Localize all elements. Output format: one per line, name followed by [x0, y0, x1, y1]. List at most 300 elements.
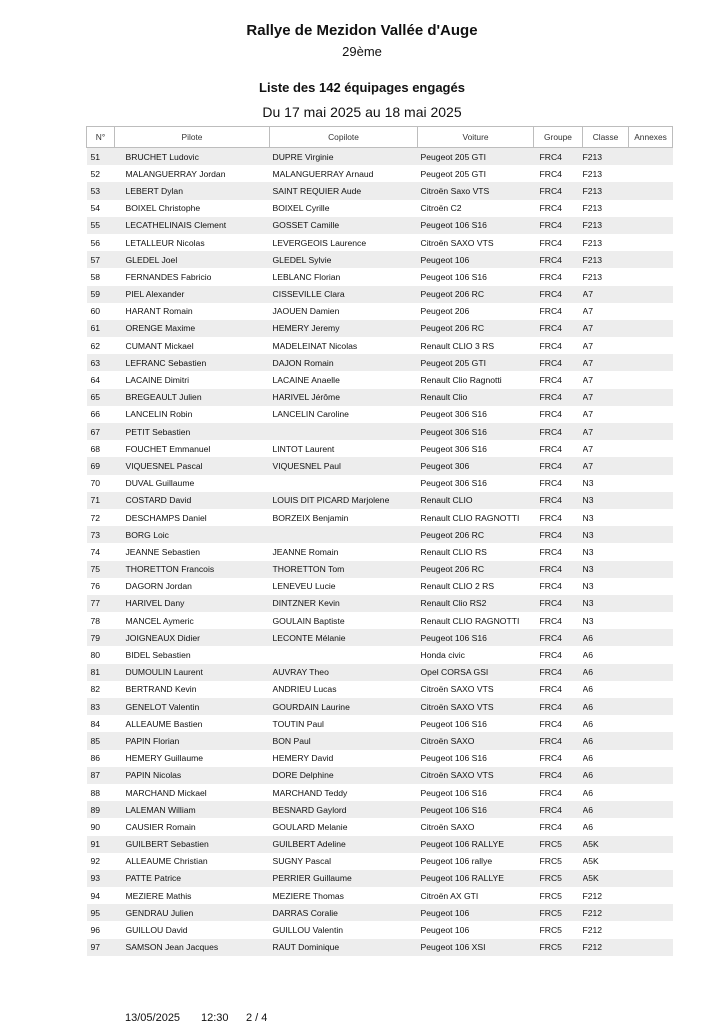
cell-annexes — [629, 784, 673, 801]
cell-groupe: FRC4 — [539, 340, 562, 351]
entries-table — [86, 126, 673, 956]
cell-pilote: GUILLOU David — [125, 925, 188, 936]
cell-voiture: Peugeot 106 S16 — [420, 787, 487, 798]
cell-voiture: Peugeot 106 S16 — [418, 629, 534, 646]
cell-groupe: FRC4 — [534, 354, 583, 371]
table-row — [87, 750, 673, 767]
cell-pilote: LEBERT Dylan — [115, 182, 270, 199]
document-title: Rallye de Mezidon Vallée d'Auge — [246, 22, 478, 39]
cell-copilote: DARRAS Coralie — [270, 904, 418, 921]
cell-annexes — [629, 182, 673, 199]
table-row — [87, 801, 673, 818]
cell-annexes — [629, 475, 673, 492]
cell-copilote: ANDRIEU Lucas — [272, 684, 337, 695]
cell-annexes — [629, 543, 673, 560]
cell-annexes — [629, 750, 673, 767]
cell-voiture: Peugeot 106 — [418, 904, 534, 921]
cell-classe: N3 — [583, 561, 629, 578]
table-row — [87, 286, 673, 303]
cell-annexes — [629, 664, 673, 681]
cell-classe: A7 — [583, 286, 629, 303]
table-row — [87, 354, 673, 371]
cell-pilote: LEFRANC Sebastien — [115, 354, 270, 371]
cell-voiture: Peugeot 106 RALLYE — [418, 870, 534, 887]
cell-pilote: HARANT Romain — [125, 306, 193, 317]
cell-voiture: Peugeot 306 S16 — [420, 478, 487, 489]
cell-annexes — [629, 646, 673, 663]
cell-annexes — [629, 268, 673, 285]
cell-pilote: GENDRAU Julien — [115, 904, 270, 921]
cell-classe: N3 — [583, 526, 629, 543]
cell-classe: A6 — [583, 732, 629, 749]
cell-classe: A6 — [583, 767, 629, 784]
table-row — [87, 681, 673, 698]
cell-pilote: BORG Loic — [115, 526, 270, 543]
cell-pilote: JEANNE Sebastien — [125, 546, 201, 557]
cell-num: 60 — [90, 306, 101, 317]
cell-classe: N3 — [583, 595, 629, 612]
cell-classe: A7 — [582, 443, 594, 454]
cell-classe: F212 — [582, 890, 603, 901]
cell-copilote: BESNARD Gaylord — [270, 801, 418, 818]
cell-voiture: Peugeot 206 RC — [418, 320, 534, 337]
cell-pilote: CAUSIER Romain — [125, 821, 196, 832]
cell-copilote: MEZIERE Thomas — [272, 890, 344, 901]
table-row — [87, 715, 673, 732]
cell-copilote: GLEDEL Sylvie — [270, 251, 418, 268]
cell-groupe: FRC5 — [539, 856, 562, 867]
cell-pilote: ALLEAUME Bastien — [125, 718, 203, 729]
cell-classe: A6 — [583, 801, 629, 818]
cell-classe: F213 — [582, 168, 603, 179]
cell-pilote: ORENGE Maxime — [115, 320, 270, 337]
cell-voiture: Peugeot 206 — [420, 306, 470, 317]
cell-copilote: HEMERY Jeremy — [270, 320, 418, 337]
cell-annexes — [629, 578, 673, 595]
cell-num: 85 — [87, 732, 115, 749]
cell-copilote: PERRIER Guillaume — [270, 870, 418, 887]
cell-voiture: Peugeot 106 — [418, 251, 534, 268]
cell-annexes — [629, 251, 673, 268]
cell-voiture: Citroën SAXO — [418, 732, 534, 749]
cell-num: 59 — [87, 286, 115, 303]
cell-pilote: GLEDEL Joel — [115, 251, 270, 268]
cell-copilote: SUGNY Pascal — [272, 856, 332, 867]
table-row — [87, 698, 673, 715]
cell-groupe: FRC4 — [539, 684, 562, 695]
cell-annexes — [629, 337, 673, 354]
cell-voiture: Peugeot 106 S16 — [420, 271, 487, 282]
cell-voiture: Renault CLIO — [418, 492, 534, 509]
cell-num: 76 — [90, 581, 101, 592]
table-row — [87, 200, 673, 217]
cell-voiture: Citroën Saxo VTS — [418, 182, 534, 199]
cell-copilote: DINTZNER Kevin — [270, 595, 418, 612]
cell-pilote: VIQUESNEL Pascal — [115, 457, 270, 474]
cell-annexes — [629, 921, 673, 938]
cell-annexes — [629, 492, 673, 509]
cell-groupe: FRC4 — [539, 787, 562, 798]
cell-pilote: BOIXEL Christophe — [125, 203, 201, 214]
table-row — [87, 784, 673, 801]
cell-annexes — [629, 406, 673, 423]
cell-voiture: Peugeot 306 S16 — [420, 443, 487, 454]
column-header-copilote: Copilote — [270, 127, 418, 148]
cell-voiture: Peugeot 306 S16 — [420, 409, 487, 420]
cell-copilote: HARIVEL Jérôme — [270, 389, 418, 406]
cell-groupe: FRC4 — [539, 581, 562, 592]
cell-groupe: FRC4 — [539, 753, 562, 764]
table-row — [87, 629, 673, 646]
cell-groupe: FRC4 — [539, 443, 562, 454]
cell-copilote: JAOUEN Damien — [272, 306, 340, 317]
cell-classe: A7 — [583, 320, 629, 337]
cell-num: 89 — [87, 801, 115, 818]
cell-num: 97 — [87, 939, 115, 956]
cell-num: 69 — [87, 457, 115, 474]
cell-copilote: LOUIS DIT PICARD Marjolene — [270, 492, 418, 509]
table-row — [87, 767, 673, 784]
cell-copilote: BORZEIX Benjamin — [272, 512, 349, 523]
cell-num: 83 — [87, 698, 115, 715]
cell-num: 77 — [87, 595, 115, 612]
cell-classe: N3 — [582, 512, 594, 523]
cell-pilote: HARIVEL Dany — [115, 595, 270, 612]
cell-annexes — [629, 681, 673, 698]
cell-annexes — [629, 715, 673, 732]
cell-annexes — [629, 836, 673, 853]
cell-copilote: SAINT REQUIER Aude — [270, 182, 418, 199]
cell-num: 92 — [90, 856, 101, 867]
cell-annexes — [629, 595, 673, 612]
cell-pilote: FOUCHET Emmanuel — [125, 443, 211, 454]
cell-num: 73 — [87, 526, 115, 543]
table-row — [87, 371, 673, 388]
cell-annexes — [629, 389, 673, 406]
cell-voiture: Citroën SAXO VTS — [418, 767, 534, 784]
cell-pilote: PAPIN Florian — [115, 732, 270, 749]
cell-annexes — [629, 509, 673, 526]
cell-classe: A6 — [583, 664, 629, 681]
table-row — [87, 853, 673, 870]
table-row — [87, 337, 673, 354]
cell-groupe: FRC4 — [539, 615, 562, 626]
cell-voiture: Opel CORSA GSI — [418, 664, 534, 681]
cell-pilote: DESCHAMPS Daniel — [125, 512, 207, 523]
cell-copilote: LEBLANC Florian — [272, 271, 341, 282]
table-row — [87, 457, 673, 474]
cell-copilote: MADELEINAT Nicolas — [272, 340, 358, 351]
cell-classe: A5K — [583, 870, 629, 887]
cell-num: 82 — [90, 684, 101, 695]
cell-voiture: Peugeot 306 S16 — [418, 423, 534, 440]
cell-annexes — [629, 354, 673, 371]
cell-groupe: FRC4 — [539, 512, 562, 523]
table-row — [87, 526, 673, 543]
cell-classe: A7 — [583, 457, 629, 474]
column-header-groupe: Groupe — [534, 127, 583, 148]
column-header-pilote: Pilote — [115, 127, 270, 148]
table-row — [87, 423, 673, 440]
cell-voiture: Peugeot 106 RALLYE — [418, 836, 534, 853]
cell-pilote: JOIGNEAUX Didier — [115, 629, 270, 646]
event-dates: Du 17 mai 2025 au 18 mai 2025 — [262, 104, 462, 120]
cell-voiture: Citroën SAXO VTS — [420, 684, 494, 695]
cell-groupe: FRC5 — [534, 836, 583, 853]
cell-copilote: BOIXEL Cyrille — [272, 203, 330, 214]
cell-groupe: FRC5 — [534, 939, 583, 956]
cell-voiture: Peugeot 206 RC — [418, 286, 534, 303]
table-row — [87, 440, 673, 457]
table-row — [87, 904, 673, 921]
cell-copilote: DAJON Romain — [270, 354, 418, 371]
cell-num: 71 — [87, 492, 115, 509]
cell-voiture: Citroën C2 — [420, 203, 462, 214]
edition-label: 29ème — [342, 44, 382, 59]
table-row — [87, 543, 673, 560]
cell-classe: A7 — [582, 306, 594, 317]
cell-pilote: BREGEAULT Julien — [115, 389, 270, 406]
footer-page-number: 2 / 4 — [246, 1012, 268, 1024]
cell-annexes — [629, 371, 673, 388]
cell-pilote: MANCEL Aymeric — [125, 615, 194, 626]
cell-copilote: CISSEVILLE Clara — [270, 286, 418, 303]
cell-copilote: GOULARD Melanie — [272, 821, 348, 832]
cell-voiture: Peugeot 205 GTI — [418, 354, 534, 371]
cell-annexes — [629, 423, 673, 440]
cell-pilote: THORETTON Francois — [115, 561, 270, 578]
table-row — [87, 475, 673, 492]
cell-annexes — [629, 853, 673, 870]
cell-voiture: Peugeot 106 — [420, 925, 470, 936]
table-row — [87, 389, 673, 406]
cell-copilote: RAUT Dominique — [270, 939, 418, 956]
cell-pilote: ALLEAUME Christian — [125, 856, 208, 867]
cell-groupe: FRC4 — [534, 148, 583, 166]
table-row — [87, 836, 673, 853]
cell-classe: N3 — [583, 492, 629, 509]
table-row — [87, 492, 673, 509]
cell-copilote — [270, 646, 418, 663]
cell-groupe: FRC4 — [534, 664, 583, 681]
cell-num: 84 — [90, 718, 101, 729]
cell-annexes — [629, 939, 673, 956]
table-row — [87, 887, 673, 904]
cell-copilote: LANCELIN Caroline — [272, 409, 349, 420]
cell-annexes — [629, 440, 673, 457]
cell-num: 95 — [87, 904, 115, 921]
cell-pilote: CUMANT Mickael — [125, 340, 194, 351]
cell-groupe: FRC4 — [534, 492, 583, 509]
cell-copilote: GOURDAIN Laurine — [270, 698, 418, 715]
table-row — [87, 234, 673, 251]
cell-groupe: FRC4 — [534, 389, 583, 406]
cell-classe: A6 — [582, 753, 594, 764]
cell-num: 91 — [87, 836, 115, 853]
cell-groupe: FRC4 — [539, 650, 562, 661]
cell-pilote: HEMERY Guillaume — [125, 753, 204, 764]
cell-num: 54 — [90, 203, 101, 214]
cell-classe: A5K — [583, 836, 629, 853]
cell-voiture: Peugeot 106 S16 — [418, 801, 534, 818]
cell-annexes — [629, 801, 673, 818]
cell-annexes — [629, 887, 673, 904]
cell-num: 88 — [90, 787, 101, 798]
column-header-num: N° — [87, 127, 115, 148]
cell-voiture: Renault CLIO RAGNOTTI — [420, 615, 520, 626]
cell-voiture: Citroën SAXO — [420, 821, 475, 832]
cell-annexes — [629, 629, 673, 646]
cell-annexes — [629, 148, 673, 166]
cell-groupe: FRC4 — [534, 182, 583, 199]
cell-num: 68 — [90, 443, 101, 454]
cell-classe: A7 — [582, 340, 594, 351]
cell-num: 74 — [90, 546, 101, 557]
footer-time: 12:30 — [201, 1012, 229, 1024]
cell-pilote: DUVAL Guillaume — [125, 478, 195, 489]
cell-num: 58 — [90, 271, 101, 282]
cell-pilote: LECATHELINAIS Clement — [115, 217, 270, 234]
cell-pilote: BIDEL Sebastien — [125, 650, 191, 661]
cell-classe: A6 — [582, 718, 594, 729]
table-row — [87, 148, 673, 166]
cell-groupe: FRC4 — [539, 271, 562, 282]
table-row — [87, 251, 673, 268]
cell-classe: F212 — [583, 904, 629, 921]
cell-classe: F213 — [583, 182, 629, 199]
cell-copilote: MARCHAND Teddy — [272, 787, 348, 798]
cell-voiture: Renault Clio Ragnotti — [420, 375, 502, 386]
cell-pilote: LACAINE Dimitri — [125, 375, 190, 386]
cell-annexes — [629, 320, 673, 337]
cell-voiture: Citroën SAXO VTS — [418, 698, 534, 715]
column-header-voiture: Voiture — [418, 127, 534, 148]
table-row — [87, 595, 673, 612]
cell-voiture: Honda civic — [420, 650, 465, 661]
cell-copilote: LEVERGEOIS Laurence — [272, 237, 367, 248]
cell-copilote: MALANGUERRAY Arnaud — [272, 168, 374, 179]
cell-classe: A6 — [583, 698, 629, 715]
cell-groupe: FRC4 — [534, 561, 583, 578]
table-row — [87, 646, 673, 663]
cell-num: 64 — [90, 375, 101, 386]
cell-classe: A5K — [582, 856, 599, 867]
cell-groupe: FRC4 — [534, 217, 583, 234]
cell-pilote: LALEMAN William — [115, 801, 270, 818]
cell-copilote: VIQUESNEL Paul — [270, 457, 418, 474]
table-row — [87, 268, 673, 285]
cell-num: 94 — [90, 890, 101, 901]
table-row — [87, 664, 673, 681]
cell-copilote — [270, 526, 418, 543]
list-subtitle: Liste des 142 équipages engagés — [259, 80, 465, 95]
cell-copilote: LACAINE Anaelle — [272, 375, 340, 386]
cell-num: 72 — [90, 512, 101, 523]
cell-pilote: GUILBERT Sebastien — [115, 836, 270, 853]
cell-pilote: PAPIN Nicolas — [115, 767, 270, 784]
cell-annexes — [629, 561, 673, 578]
cell-voiture: Renault CLIO RS — [420, 546, 487, 557]
cell-num: 65 — [87, 389, 115, 406]
table-row — [87, 921, 673, 938]
footer-date: 13/05/2025 — [125, 1012, 181, 1024]
cell-num: 87 — [87, 767, 115, 784]
cell-classe: A7 — [583, 389, 629, 406]
table-body — [87, 148, 673, 956]
table-header-row — [87, 127, 673, 148]
cell-classe: N3 — [582, 478, 594, 489]
cell-annexes — [629, 767, 673, 784]
cell-num: 53 — [87, 182, 115, 199]
cell-pilote: PETIT Sebastien — [115, 423, 270, 440]
cell-voiture: Peugeot 106 XSI — [418, 939, 534, 956]
cell-voiture: Peugeot 205 GTI — [420, 168, 486, 179]
cell-pilote: LANCELIN Robin — [125, 409, 193, 420]
cell-copilote: GUILBERT Adeline — [270, 836, 418, 853]
cell-pilote: MEZIERE Mathis — [125, 890, 192, 901]
cell-num: 90 — [90, 821, 101, 832]
cell-classe: F212 — [582, 925, 603, 936]
cell-annexes — [629, 732, 673, 749]
cell-groupe: FRC4 — [534, 423, 583, 440]
cell-groupe: FRC4 — [539, 546, 562, 557]
cell-groupe: FRC4 — [534, 595, 583, 612]
cell-pilote: SAMSON Jean Jacques — [115, 939, 270, 956]
cell-num: 61 — [87, 320, 115, 337]
cell-classe: F212 — [583, 939, 629, 956]
cell-classe: F213 — [582, 271, 603, 282]
cell-num: 75 — [87, 561, 115, 578]
cell-annexes — [629, 234, 673, 251]
cell-voiture: Renault CLIO 3 RS — [420, 340, 495, 351]
cell-num: 52 — [90, 168, 101, 179]
cell-copilote: AUVRAY Theo — [270, 664, 418, 681]
table-row — [87, 509, 673, 526]
cell-pilote: MALANGUERRAY Jordan — [125, 168, 226, 179]
cell-copilote — [270, 423, 418, 440]
cell-groupe: FRC4 — [539, 168, 562, 179]
cell-copilote: DUPRE Virginie — [270, 148, 418, 166]
cell-num: 93 — [87, 870, 115, 887]
cell-num: 81 — [87, 664, 115, 681]
cell-classe: A6 — [582, 787, 594, 798]
cell-annexes — [629, 818, 673, 835]
table-row — [87, 182, 673, 199]
cell-voiture: Peugeot 205 GTI — [418, 148, 534, 166]
cell-num: 70 — [90, 478, 101, 489]
cell-classe: A6 — [582, 650, 594, 661]
column-header-annexes: Annexes — [629, 127, 673, 148]
cell-voiture: Citroën SAXO VTS — [420, 237, 494, 248]
cell-voiture: Renault CLIO RAGNOTTI — [420, 512, 520, 523]
cell-classe: A6 — [582, 821, 594, 832]
cell-groupe: FRC5 — [539, 890, 562, 901]
cell-classe: A7 — [582, 409, 594, 420]
cell-copilote — [270, 475, 418, 492]
cell-pilote: DUMOULIN Laurent — [115, 664, 270, 681]
cell-groupe: FRC4 — [534, 457, 583, 474]
cell-classe: A6 — [583, 629, 629, 646]
cell-groupe: FRC4 — [534, 251, 583, 268]
cell-groupe: FRC5 — [539, 925, 562, 936]
cell-groupe: FRC5 — [534, 904, 583, 921]
cell-groupe: FRC4 — [534, 629, 583, 646]
cell-groupe: FRC4 — [539, 409, 562, 420]
cell-voiture: Peugeot 106 rallye — [420, 856, 493, 867]
cell-pilote: PIEL Alexander — [115, 286, 270, 303]
cell-groupe: FRC4 — [539, 237, 562, 248]
cell-copilote: TOUTIN Paul — [272, 718, 324, 729]
